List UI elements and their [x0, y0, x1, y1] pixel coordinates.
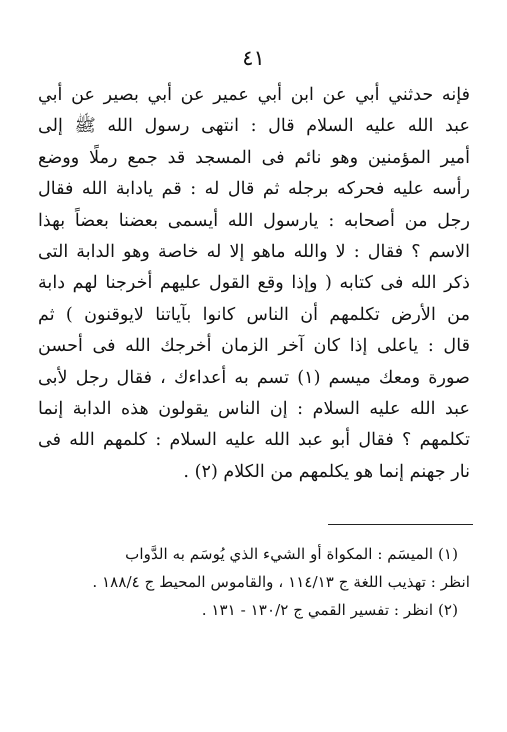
text-line: فإنه حدثني أبي عن ابن أبي عمير عن أبي بصير عن أبي: [38, 85, 470, 105]
text-line: عبد الله عليه السلام قال : انتهى رسول الله ﷺ إلى: [38, 116, 470, 137]
text-line: رجل من أصحابه : يارسول الله أيسمى بعضنا بعضاً بهذا: [38, 210, 470, 231]
text-line: قال : ياعلى إذا كان آخر الزمان أخرجك الله فى أحسن: [38, 336, 470, 357]
page-number: ٤١: [242, 46, 265, 70]
text-line: تكلمهم ؟ فقال أبو عبد الله عليه السلام : كلمهم الله فى: [38, 430, 470, 451]
footnote-line: انظر : تهذيب اللغة ج ١١٤/١٣ ، والقاموس المحيط ج ١٨٨/٤ .: [92, 573, 470, 591]
text-line: من الأرض تكلمهم أن الناس كانوا بآياتنا لايوقنون ) ثم: [38, 304, 470, 325]
main-text: [38, 80, 470, 488]
footnotes: [40, 540, 470, 624]
text-line: أمير المؤمنين وهو نائم فى المسجد قد جمع رملًا ووضع: [38, 147, 470, 168]
text-line: رأسه عليه فحركه برجله ثم قال له : قم يادابة الله فقال: [38, 179, 470, 200]
text-line: الاسم ؟ فقال : لا والله ماهو إلا له خاصة وهو الدابة التى: [38, 241, 470, 262]
text-line: عبد الله عليه السلام : إن الناس يقولون هذه الدابة إنما: [38, 398, 470, 419]
footnote-divider: [328, 524, 473, 525]
footnote-line: (١) الميسَم : المكواة أو الشيء الذي يُوسَم به الدَّواب: [125, 545, 458, 563]
text-line: ذكر الله فى كتابه ( وإذا وقع القول عليهم أخرجنا لهم دابة: [38, 273, 470, 294]
text-line: نار جهنم إنما هو يكلمهم من الكلام (٢) .: [183, 461, 470, 482]
footnote-line: (٢) انظر : تفسير القمي ج ١٣٠/٢ - ١٣١ .: [201, 601, 458, 619]
text-line: صورة ومعك ميسم (١) تسم به أعداءك ، فقال رجل لأبى: [38, 367, 470, 388]
